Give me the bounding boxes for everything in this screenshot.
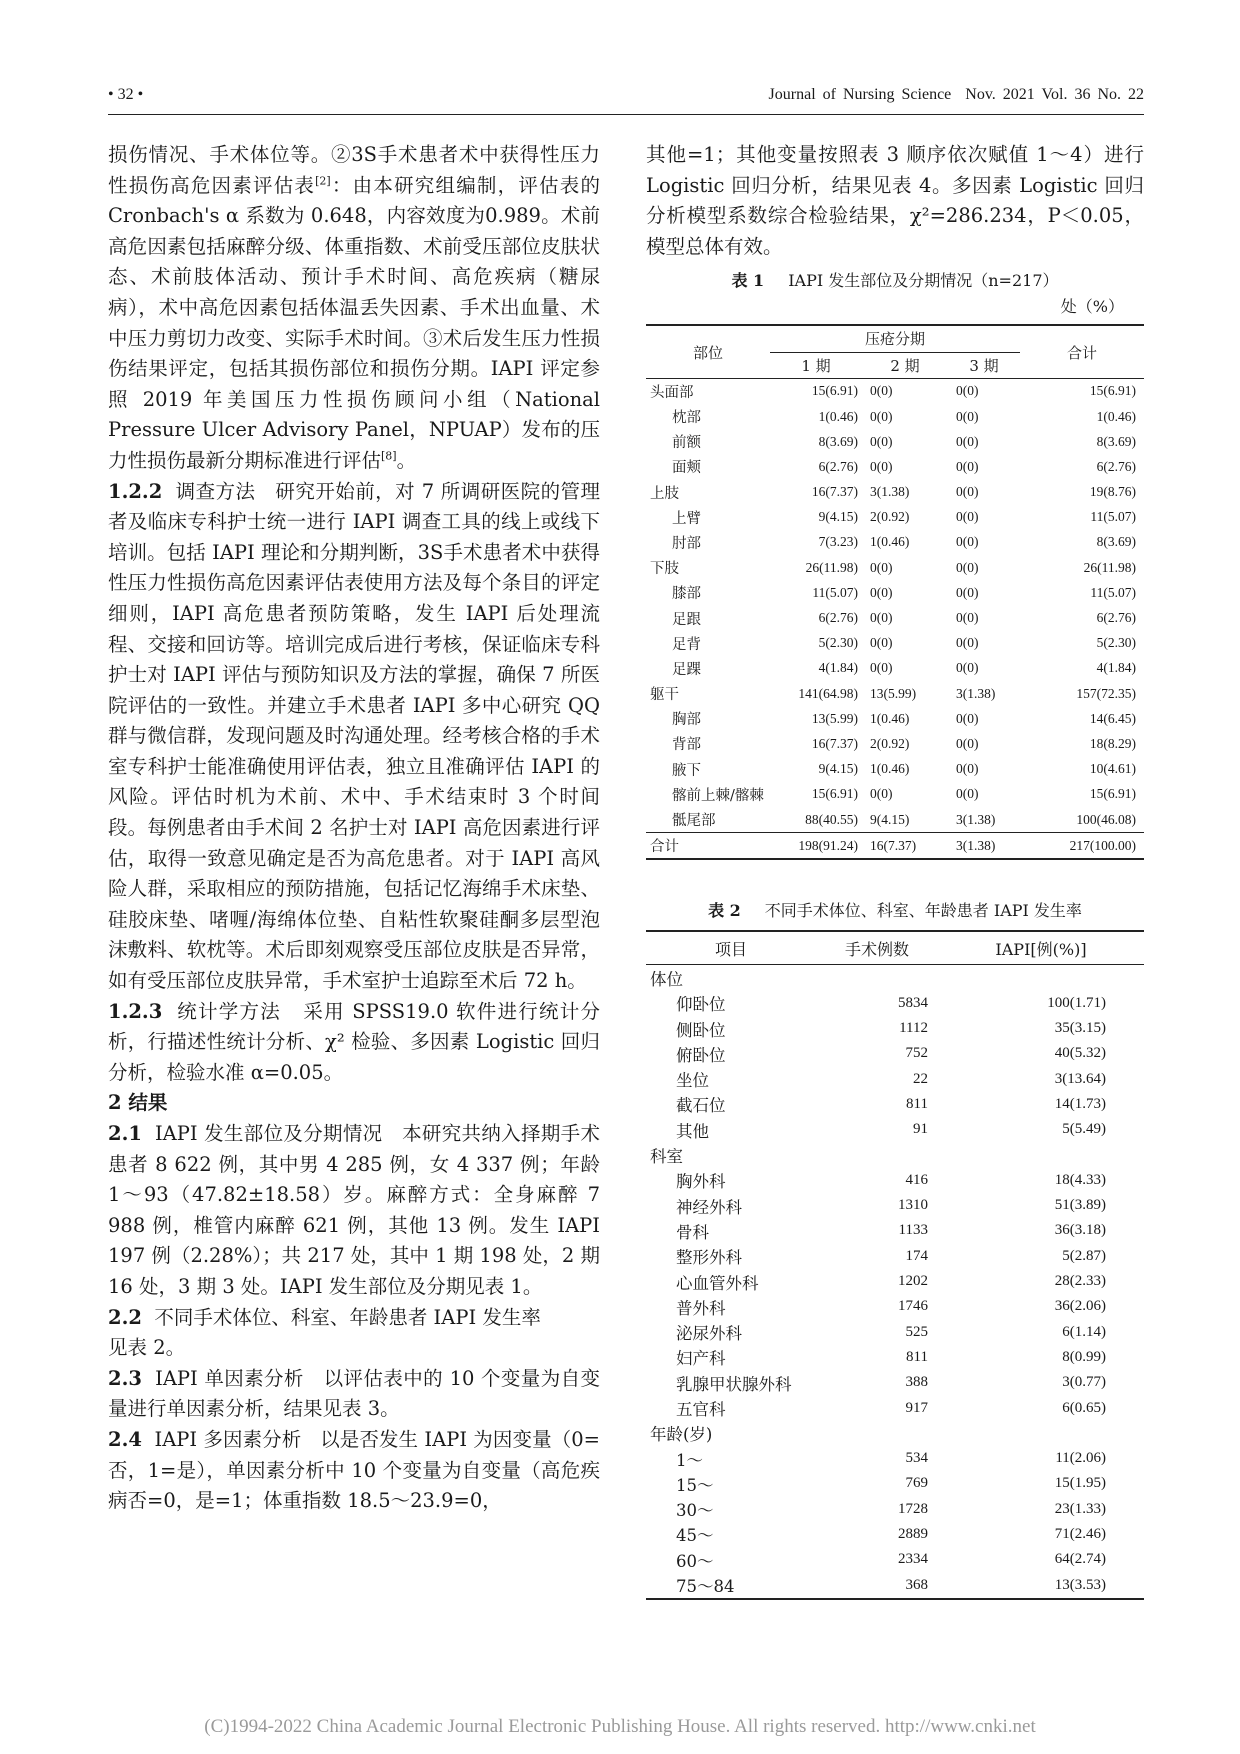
table2-caption: 表 2 不同手术体位、科室、年龄患者 IAPI 发生率 <box>708 901 1082 921</box>
table2-cell-count <box>816 1142 938 1167</box>
table-row <box>646 1067 1144 1092</box>
table1-cell-stage2: 0(0) <box>870 433 893 449</box>
table-group-row <box>646 1142 1144 1167</box>
table2-cell-count: 811 <box>906 1348 928 1365</box>
table1-cell-stage1: 6(2.76) <box>818 610 858 626</box>
table-row <box>646 1092 1144 1117</box>
table-row <box>646 1395 1144 1420</box>
table2-cell-rate: 35(3.15) <box>1054 1020 1106 1037</box>
table2-cell-rate: 64(2.74) <box>1054 1551 1106 1568</box>
paragraph-instruments: 损伤情况、手术体位等。②3S手术患者术中获得性压力性损伤高危因素评估表[2]：由本研究组编制，评估表的 Cronbach's α 系数为 0.648，内容效度为0.989。术前高危因素包括麻醉分级、体重指数、术前受压部位皮肤状态、术前肢体活动、预计手术时间、高危疾病（糖尿病），术中高危因素包括体温丢失因素、手术出血量、术中压力剪切力改变、实际手术时间。③术后发生压力性损伤结果评定，包括其损伤部位和损伤分期。IAPI 评定参照 2019 年美国压力性损伤顾问小组（National Pressure Ulcer Advisory Panel，NPUAP）发布的压力性损伤最新分期标准进行评估[8]。 <box>108 143 600 472</box>
table2-cell-rate: 6(0.65) <box>1062 1399 1106 1416</box>
section-number: 1.2.3 <box>108 999 163 1023</box>
table1-cell-total: 6(2.76) <box>1096 458 1136 474</box>
table1-cell-stage1: 9(4.15) <box>818 509 858 525</box>
section-number: 2.3 <box>108 1366 142 1390</box>
table1-cell-stage3: 0(0) <box>956 509 979 525</box>
table-row <box>646 1168 1144 1193</box>
table1-cell-total: 217(100.00) <box>1069 837 1136 853</box>
table1-cell-stage3: 0(0) <box>956 635 979 651</box>
table1-header-stage: 压疮分期 <box>770 325 1020 352</box>
table1-cell-stage1: 6(2.76) <box>818 458 858 474</box>
table-row <box>646 505 1144 530</box>
table-row <box>646 1522 1144 1547</box>
table1-cell-stage2: 0(0) <box>870 786 893 802</box>
table1-cell-stage2: 0(0) <box>870 635 893 651</box>
table1-cell-stage2: 2(0.92) <box>870 735 910 751</box>
table2-cell-item: 神经外科 <box>676 1197 742 1217</box>
table2-cell-item: 心血管外科 <box>676 1273 759 1293</box>
table2-cell-item: 45～ <box>676 1526 714 1546</box>
table2-cell-rate: 3(13.64) <box>1054 1070 1106 1087</box>
table1-cell-stage3: 0(0) <box>956 710 979 726</box>
table2-cell-rate: 100(1.71) <box>1047 994 1106 1011</box>
table2-cell-rate <box>938 965 1144 991</box>
table1-cell-stage1: 198(91.24) <box>798 837 858 853</box>
table1-cell-stage1: 7(3.23) <box>818 534 858 550</box>
table1-cell-site: 背部 <box>672 737 701 754</box>
table2-cell-item: 科室 <box>650 1147 683 1167</box>
citation[interactable]: [8] <box>381 449 397 463</box>
section-1-2-2: 1.2.2 调查方法 研究开始前，对 7 所调研医院的管理者及临床专科护士统一进行 IAPI 调查工具的线上或线下培训。包括 IAPI 理论和分期判断，3S手术患者术中获得性压力性损伤高危因素评估表使用方法及每个条目的评定细则，IAPI 高危患者预防策略，发生 IAPI 后处理流程、交接和回访等。培训完成后进行考核，保证临床专科护士对 IAPI 评估与预防知识及方法的掌握，确保 7 所医院评估的一致性。并建立手术患者 IAPI 多中心研究 QQ 群与微信群，发现问题及时沟通处理。经考核合格的手术室专科护士能准确使用评估表，独立且准确评估 IAPI 的风险。评估时机为术前、术中、手术结束时 3 个时间段。每例患者由手术间 2 名护士对 IAPI 高危因素进行评估，取得一致意见确定是否为高危患者。对于 IAPI 高风险人群，采取相应的预防措施，包括记忆海绵手术床垫、硅胶床垫、啫喱/海绵体位垫、自粘性软聚硅酮多层型泡沫敷料、软枕等。术后即刻观察受压部位皮肤是否异常，如有受压部位皮肤异常，手术室护士追踪至术后 72 h。 <box>108 479 600 993</box>
table-group-row <box>646 1421 1144 1446</box>
table2-cell-count: 22 <box>913 1070 928 1087</box>
table1-cell-stage2: 0(0) <box>870 408 893 424</box>
table1-cell-stage3: 0(0) <box>956 534 979 550</box>
table1-cell-total: 8(3.69) <box>1096 433 1136 449</box>
table1-cell-total: 15(6.91) <box>1089 786 1136 802</box>
table1-cell-stage3: 0(0) <box>956 584 979 600</box>
table-row <box>646 1218 1144 1243</box>
table1-header-stage1: 1 期 <box>801 356 831 375</box>
table1-cell-stage1: 15(6.91) <box>811 383 858 399</box>
table2-cell-item: 骨科 <box>676 1222 709 1242</box>
copyright-footer: (C)1994-2022 China Academic Journal Electronic Publishing House. All rights reserved. http://www.cnki.net <box>204 1716 1036 1737</box>
table2-cell-rate: 15(1.95) <box>1054 1475 1106 1492</box>
table2-cell-count: 534 <box>905 1450 928 1467</box>
table1-cell-site: 合计 <box>650 839 679 856</box>
table2-cell-rate: 71(2.46) <box>1054 1525 1106 1542</box>
table1-cell-stage1: 5(2.30) <box>818 635 858 651</box>
table2-header-count: 手术例数 <box>844 939 909 959</box>
table1-cell-stage3: 0(0) <box>956 484 979 500</box>
table2-cell-rate <box>938 1142 1144 1167</box>
table-1 <box>646 324 1144 860</box>
table-row <box>646 631 1144 656</box>
table1-total-row <box>646 833 1144 860</box>
table1-cell-site: 头面部 <box>650 384 694 401</box>
table-row <box>646 555 1144 580</box>
table-row <box>646 1294 1144 1319</box>
table2-cell-item: 坐位 <box>676 1071 709 1091</box>
table2-cell-count: 174 <box>905 1247 928 1264</box>
table1-cell-stage2: 9(4.15) <box>870 811 910 827</box>
journal-name: Journal of Nursing Science <box>768 86 952 103</box>
table-row <box>646 404 1144 429</box>
section-2-3: 2.3 IAPI 单因素分析 以评估表中的 10 个变量为自变量进行单因素分析，结果见表 3。 <box>108 1366 600 1421</box>
table2-cell-rate: 14(1.73) <box>1054 1095 1106 1112</box>
table1-cell-total: 26(11.98) <box>1083 559 1136 575</box>
table1-cell-stage3: 0(0) <box>956 610 979 626</box>
table2-cell-item: 体位 <box>650 969 683 989</box>
table1-cell-site: 膝部 <box>672 586 701 603</box>
table-row <box>646 1117 1144 1142</box>
table2-cell-count: 388 <box>905 1374 928 1391</box>
table2-cell-item: 五官科 <box>676 1400 726 1419</box>
table1-cell-stage3: 0(0) <box>956 735 979 751</box>
table2-cell-count: 368 <box>905 1576 928 1593</box>
table1-caption: 表 1 IAPI 发生部位及分期情况（n=217） <box>731 271 1059 291</box>
table1-cell-total: 5(2.30) <box>1096 635 1136 651</box>
table1-cell-stage3: 0(0) <box>956 408 979 424</box>
table2-cell-item: 俯卧位 <box>676 1045 726 1065</box>
section-title: IAPI 单因素分析 <box>155 1366 304 1390</box>
section-number: 2.1 <box>108 1122 142 1145</box>
table1-cell-total: 157(72.35) <box>1076 685 1136 701</box>
table1-cell-total: 11(5.07) <box>1090 509 1136 525</box>
table-row <box>646 1471 1144 1496</box>
table1-cell-site: 躯干 <box>650 687 679 704</box>
right-column <box>646 140 1144 1600</box>
table2-cell-rate: 40(5.32) <box>1054 1045 1106 1062</box>
table1-cell-total: 4(1.84) <box>1096 660 1136 676</box>
table1-cell-stage3: 0(0) <box>956 383 979 399</box>
table1-cell-stage1: 9(4.15) <box>818 761 858 777</box>
table-row <box>646 681 1144 706</box>
journal-issue: Nov. 2021 Vol. 36 No. 22 <box>965 86 1144 103</box>
table1-cell-stage2: 0(0) <box>870 383 893 399</box>
table-row <box>646 1497 1144 1522</box>
table-row <box>646 1446 1144 1471</box>
table2-cell-rate: 13(3.53) <box>1054 1576 1106 1593</box>
table-row <box>646 782 1144 807</box>
table2-cell-count: 1746 <box>898 1298 928 1315</box>
table1-cell-site: 上臂 <box>672 510 701 527</box>
table-row <box>646 1572 1144 1598</box>
table-row <box>646 1345 1144 1370</box>
table1-cell-stage2: 1(0.46) <box>870 761 910 777</box>
table1-cell-stage3: 0(0) <box>956 761 979 777</box>
table1-cell-site: 腋下 <box>672 762 701 779</box>
table2-cell-item: 截石位 <box>676 1096 726 1116</box>
table1-cell-stage1: 13(5.99) <box>811 710 858 726</box>
table2-header-item: 项目 <box>714 939 747 959</box>
table2-cell-rate: 51(3.89) <box>1054 1197 1106 1214</box>
left-column <box>108 140 600 1517</box>
table1-cell-stage1: 15(6.91) <box>811 786 858 802</box>
table2-cell-rate: 6(1.14) <box>1062 1323 1106 1340</box>
table1-cell-stage3: 3(1.38) <box>956 685 996 701</box>
section-2-1: 2.1 IAPI 发生部位及分期情况 本研究共纳入择期手术患者 8 622 例，其中男 4 285 例，女 4 337 例；年龄 1～93（47.82±18.58）岁。麻醉方式：全身麻醉 7 988 例，椎管内麻醉 621 例，其他 13 例。发生 IAPI 197 例（2.28%）；共 217 处，其中 1 期 198 处，2 期 16 处，3 期 3 处。IAPI 发生部位及分期见表 1。 <box>108 1122 600 1298</box>
table1-header-stage3: 3 期 <box>969 356 999 375</box>
section-title: 不同手术体位、科室、年龄患者 IAPI 发生率 <box>154 1305 541 1329</box>
table2-cell-item: 1～ <box>676 1450 703 1470</box>
table-2 <box>646 930 1144 1599</box>
table2-cell-item: 妇产科 <box>676 1349 726 1369</box>
table1-header-total: 合计 <box>1020 325 1144 378</box>
table1-cell-stage2: 0(0) <box>870 584 893 600</box>
table1-cell-stage2: 3(1.38) <box>870 484 910 500</box>
table2-cell-item: 其他 <box>676 1121 709 1141</box>
table2-cell-count: 1133 <box>898 1222 928 1239</box>
table1-cell-stage3: 3(1.38) <box>956 837 996 853</box>
table2-cell-item: 仰卧位 <box>676 995 726 1015</box>
table2-cell-count: 811 <box>906 1095 928 1112</box>
table-group-row <box>646 965 1144 991</box>
table1-cell-site: 足踝 <box>672 661 701 678</box>
table2-cell-count: 1310 <box>898 1197 928 1214</box>
table2-cell-item: 普外科 <box>676 1298 726 1318</box>
table1-cell-stage1: 26(11.98) <box>805 559 858 575</box>
table1-cell-stage2: 0(0) <box>870 458 893 474</box>
table2-cell-rate: 3(0.77) <box>1062 1374 1106 1391</box>
table-row <box>646 580 1144 605</box>
table2-cell-rate: 5(2.87) <box>1062 1247 1106 1264</box>
table1-cell-stage3: 3(1.38) <box>956 811 996 827</box>
table2-cell-item: 年龄(岁) <box>650 1425 713 1445</box>
table1-cell-stage2: 13(5.99) <box>870 685 917 701</box>
table1-cell-stage3: 0(0) <box>956 786 979 802</box>
table2-cell-item: 15～ <box>676 1475 714 1495</box>
table1-cell-stage2: 1(0.46) <box>870 710 910 726</box>
table2-cell-count: 416 <box>905 1171 928 1188</box>
table2-cell-count: 1112 <box>899 1020 928 1037</box>
table-row <box>646 1370 1144 1395</box>
table2-cell-count: 1202 <box>898 1273 928 1290</box>
table1-cell-total: 10(4.61) <box>1089 761 1136 777</box>
section-number: 2.2 <box>108 1305 142 1329</box>
table1-cell-total: 11(5.07) <box>1090 584 1136 600</box>
table1-cell-site: 下肢 <box>650 561 679 578</box>
table-row <box>646 454 1144 479</box>
table1-cell-site: 骶尾部 <box>672 813 716 830</box>
table2-cell-count: 2889 <box>898 1525 928 1542</box>
table1-cell-total: 19(8.76) <box>1089 484 1136 500</box>
paragraph-logistic: 其他=1；其他变量按照表 3 顺序依次赋值 1～4）进行 Logistic 回归分析，结果见表 4。多因素 Logistic 回归分析模型系数综合检验结果，χ²=286.234，P＜0.05，模型总体有效。 <box>646 143 1144 258</box>
section-2-4: 2.4 IAPI 多因素分析 以是否发生 IAPI 为因变量（0=否，1=是），单因素分析中 10 个变量为自变量（高危疾病否=0，是=1；体重指数 18.5～23.9=0， <box>108 1427 600 1513</box>
table1-cell-site: 面颊 <box>672 460 701 477</box>
table2-cell-item: 乳腺甲状腺外科 <box>676 1374 792 1394</box>
table2-cell-rate: 5(5.49) <box>1062 1121 1106 1138</box>
table1-cell-site: 髂前上棘/髂棘 <box>672 787 764 804</box>
table1-cell-site: 肘部 <box>672 535 701 552</box>
table2-cell-rate: 23(1.33) <box>1054 1500 1106 1517</box>
table-row <box>646 1041 1144 1066</box>
table2-cell-count: 769 <box>905 1475 928 1492</box>
table2-cell-item: 整形外科 <box>676 1248 742 1268</box>
table1-cell-total: 14(6.45) <box>1089 710 1136 726</box>
section-number: 2.4 <box>108 1427 142 1451</box>
table1-cell-stage2: 0(0) <box>870 610 893 626</box>
table1-cell-stage3: 0(0) <box>956 458 979 474</box>
section-title: IAPI 多因素分析 <box>154 1427 302 1451</box>
table-row <box>646 480 1144 505</box>
table-row <box>646 991 1144 1016</box>
table2-cell-count: 2334 <box>898 1551 928 1568</box>
table-row <box>646 429 1144 454</box>
table2-cell-item: 30～ <box>676 1501 714 1521</box>
table2-header-rate: IAPI[例(%)] <box>995 939 1087 959</box>
table1-cell-site: 枕部 <box>672 410 701 427</box>
running-header <box>769 86 1144 104</box>
table-row <box>646 1244 1144 1269</box>
table1-cell-total: 8(3.69) <box>1096 534 1136 550</box>
table1-cell-stage1: 16(7.37) <box>811 484 858 500</box>
table2-cell-rate: 36(2.06) <box>1054 1298 1106 1315</box>
table-row <box>646 1016 1144 1041</box>
table-row <box>646 731 1144 756</box>
table1-cell-stage2: 0(0) <box>870 559 893 575</box>
table1-cell-total: 18(8.29) <box>1089 735 1136 751</box>
table1-cell-site: 足背 <box>672 636 701 653</box>
table-row <box>646 807 1144 833</box>
table2-cell-item: 胸外科 <box>676 1172 726 1192</box>
table1-cell-stage1: 11(5.07) <box>812 584 858 600</box>
table2-cell-count: 525 <box>905 1323 928 1340</box>
table2-cell-item: 侧卧位 <box>676 1020 726 1040</box>
header-rule <box>108 114 1144 115</box>
section-1-2-3: 1.2.3 统计学方法 采用 SPSS19.0 软件进行统计分析，行描述性统计分析、χ² 检验、多因素 Logistic 回归分析，检验水准 α=0.05。 <box>108 999 600 1084</box>
table1-cell-stage2: 1(0.46) <box>870 534 910 550</box>
table1-cell-site: 足跟 <box>672 611 701 628</box>
table1-cell-total: 100(46.08) <box>1076 811 1136 827</box>
table-row <box>646 605 1144 630</box>
table2-cell-count: 91 <box>913 1121 928 1138</box>
table2-cell-count: 5834 <box>898 994 928 1011</box>
table2-cell-rate <box>938 1421 1144 1446</box>
table2-cell-item: 60～ <box>676 1551 714 1571</box>
table2-cell-count: 752 <box>905 1045 928 1062</box>
table1-cell-stage2: 2(0.92) <box>870 509 910 525</box>
table1-cell-stage3: 0(0) <box>956 660 979 676</box>
table1-cell-site: 上肢 <box>650 485 679 502</box>
section-title: IAPI 发生部位及分期情况 <box>154 1122 383 1145</box>
table2-cell-rate: 8(0.99) <box>1062 1348 1106 1365</box>
section-title: 统计学方法 <box>177 999 281 1023</box>
table1-header-site: 部位 <box>646 325 770 378</box>
table-row <box>646 1269 1144 1294</box>
table1-cell-stage1: 88(40.55) <box>805 811 858 827</box>
table-row <box>646 1193 1144 1218</box>
table1-cell-total: 6(2.76) <box>1096 610 1136 626</box>
table-row <box>646 1547 1144 1572</box>
table2-cell-count: 917 <box>905 1399 928 1416</box>
table2-cell-item: 泌尿外科 <box>676 1324 742 1344</box>
table1-cell-stage2: 0(0) <box>870 660 893 676</box>
table2-cell-count: 1728 <box>898 1500 928 1517</box>
citation[interactable]: [2] <box>315 174 331 188</box>
table1-cell-stage1: 4(1.84) <box>818 660 858 676</box>
table1-cell-stage1: 16(7.37) <box>811 735 858 751</box>
table2-cell-item: 75～84 <box>676 1577 735 1597</box>
table1-header-stage2: 2 期 <box>890 356 920 375</box>
section-title: 调查方法 <box>175 479 256 503</box>
table2-cell-rate: 18(4.33) <box>1054 1171 1106 1188</box>
table1-cell-stage3: 0(0) <box>956 559 979 575</box>
table-row <box>646 757 1144 782</box>
section-heading-results: 2 结果 <box>108 1091 168 1115</box>
table1-cell-stage2: 16(7.37) <box>870 837 917 853</box>
table-row <box>646 656 1144 681</box>
table2-cell-rate: 36(3.18) <box>1054 1222 1106 1239</box>
table2-cell-rate: 11(2.06) <box>1055 1450 1106 1467</box>
table2-cell-count <box>816 1421 938 1446</box>
table1-cell-total: 1(0.46) <box>1096 408 1136 424</box>
table1-cell-stage1: 8(3.69) <box>818 433 858 449</box>
table2-cell-rate: 28(2.33) <box>1054 1273 1106 1290</box>
table-row <box>646 530 1144 555</box>
table-row <box>646 706 1144 731</box>
table1-unit: 处（%） <box>1060 297 1124 317</box>
table1-cell-stage1: 141(64.98) <box>798 685 858 701</box>
table1-cell-stage1: 1(0.46) <box>818 408 858 424</box>
section-2-2: 2.2 不同手术体位、科室、年龄患者 IAPI 发生率 见表 2。 <box>108 1305 541 1360</box>
table1-cell-site: 前额 <box>672 435 701 452</box>
section-number: 1.2.2 <box>108 479 163 503</box>
table1-cell-site: 胸部 <box>672 712 701 729</box>
table1-cell-stage3: 0(0) <box>956 433 979 449</box>
table1-cell-total: 15(6.91) <box>1089 383 1136 399</box>
table-row <box>646 378 1144 404</box>
page-number: • 32 • <box>108 86 144 103</box>
table-row <box>646 1319 1144 1344</box>
table2-cell-count <box>816 965 938 991</box>
